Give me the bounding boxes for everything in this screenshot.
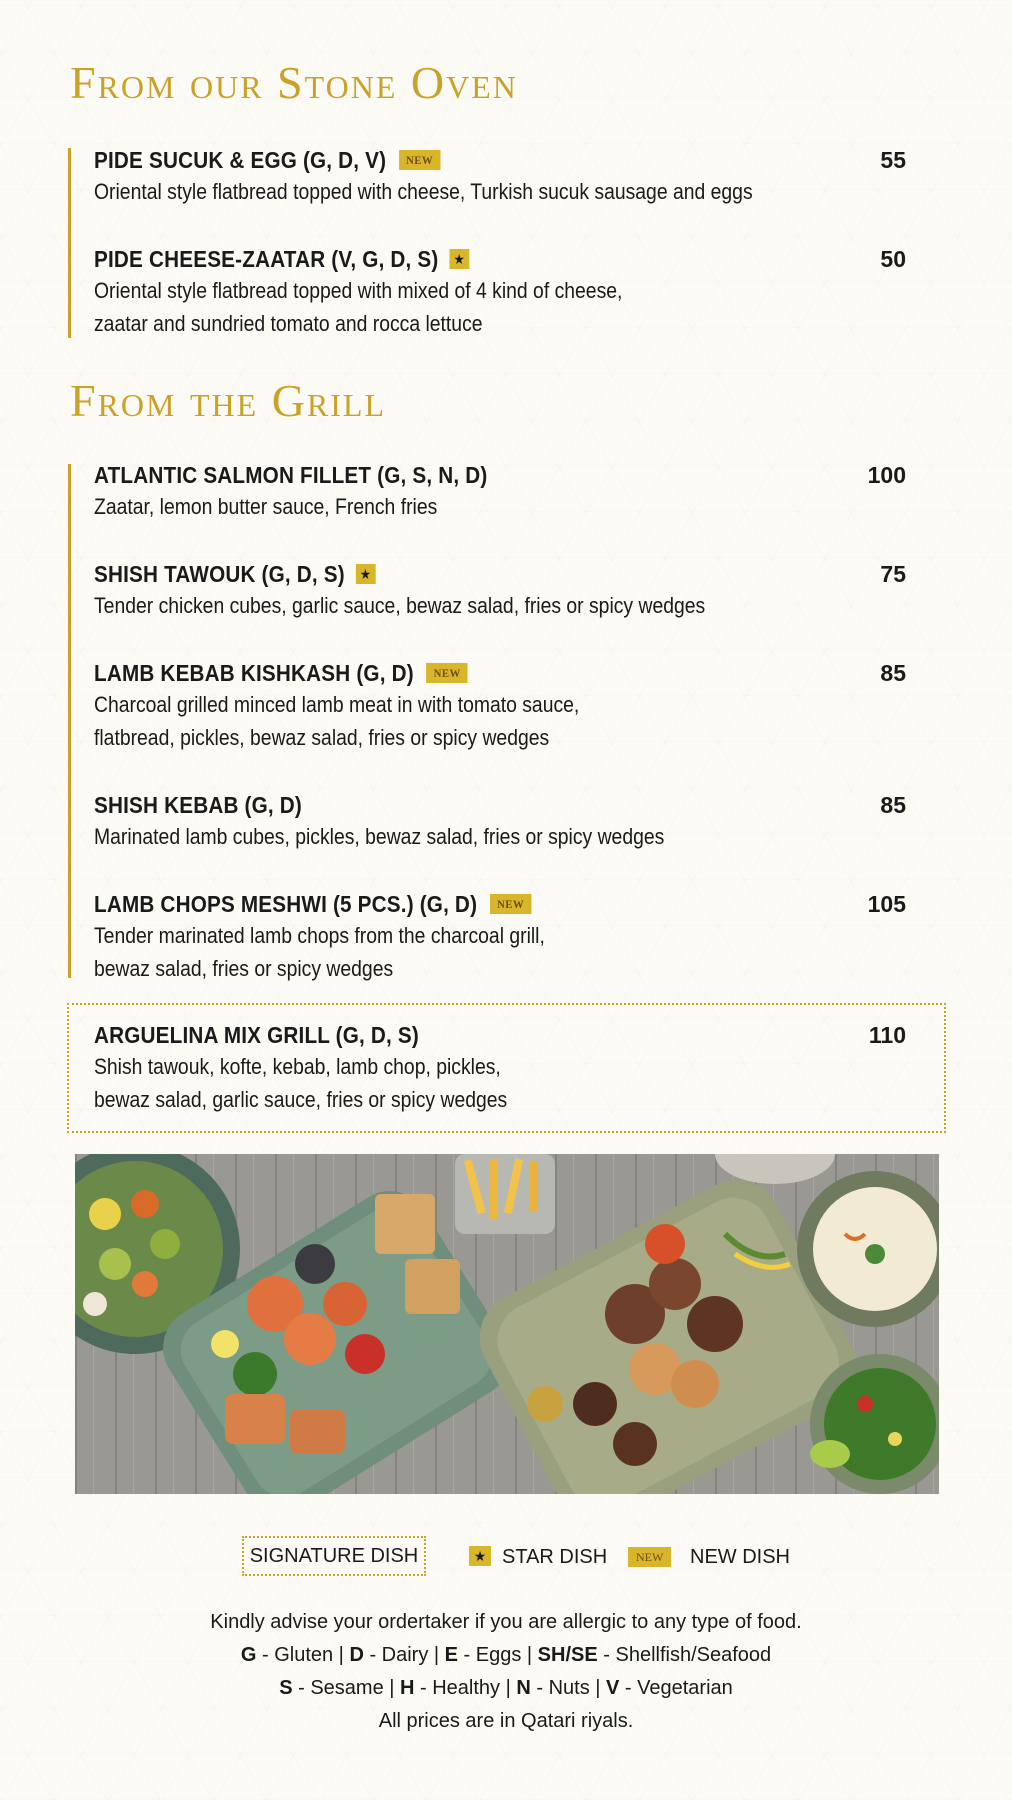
item-name: ATLANTIC SALMON FILLET (G, S, N, D) (94, 462, 488, 488)
new-badge: NEW (490, 894, 532, 914)
menu-item-atlantic-salmon (94, 460, 906, 523)
item-price: 100 (867, 462, 906, 488)
item-name: ARGUELINA MIX GRILL (G, D, S) (94, 1022, 419, 1048)
allergen-notes (0, 1606, 1012, 1738)
item-description: Oriental style flatbread topped with cheese, Turkish sucuk sausage and eggs (94, 179, 753, 204)
star-icon: ★ (469, 1546, 491, 1566)
allergy-advice: Kindly advise your ordertaker if you are allergic to any type of food. (210, 1611, 802, 1633)
food-photo-illustration (75, 1154, 939, 1494)
item-name: LAMB KEBAB KISHKASH (G, D) (94, 660, 414, 686)
menu-item-lamb-chops-meshwi (94, 889, 906, 985)
item-name: PIDE SUCUK & EGG (G, D, V) (94, 147, 387, 173)
item-price: 85 (880, 660, 906, 686)
menu-item-shish-tawouk (94, 559, 906, 622)
food-photo (75, 1154, 939, 1494)
item-name: PIDE CHEESE-ZAATAR (V, G, D, S) (94, 246, 439, 272)
allergen-key-line-1: G - Gluten | D - Dairy | E - Eggs | SH/SE - Shellfish/Seafood (240, 1644, 772, 1666)
item-description: bewaz salad, garlic sauce, fries or spicy wedges (94, 1087, 508, 1112)
item-description: Charcoal grilled minced lamb meat in with tomato sauce, (94, 692, 580, 717)
legend-signature-dish: SIGNATURE DISH (242, 1536, 426, 1576)
item-price: 85 (880, 792, 906, 818)
menu-item-pide-sucuk (94, 145, 906, 208)
item-description: bewaz salad, fries or spicy wedges (94, 956, 394, 981)
item-price: 55 (880, 147, 906, 173)
allergen-key-line-2: S - Sesame | H - Healthy | N - Nuts | V - Vegetarian (279, 1677, 733, 1699)
item-description: Oriental style flatbread topped with mixed of 4 kind of cheese, (94, 278, 623, 303)
item-description: Tender marinated lamb chops from the charcoal grill, (94, 923, 545, 948)
section-title-stone-oven: From our Stone Oven (70, 57, 518, 108)
new-badge: NEW (426, 663, 468, 683)
section-title-grill: From the Grill (70, 375, 387, 426)
menu-item-shish-kebab (94, 790, 906, 853)
item-name: SHISH KEBAB (G, D) (94, 792, 302, 818)
new-badge: NEW (628, 1547, 671, 1567)
legend (0, 1536, 1012, 1580)
item-description: Zaatar, lemon butter sauce, French fries (94, 494, 438, 519)
section-divider-stone-oven (68, 148, 71, 338)
item-description: flatbread, pickles, bewaz salad, fries or spicy wedges (94, 725, 550, 750)
item-description: Tender chicken cubes, garlic sauce, bewaz salad, fries or spicy wedges (94, 593, 706, 618)
item-price: 50 (880, 246, 906, 272)
item-description: zaatar and sundried tomato and rocca lettuce (94, 311, 483, 336)
item-price: 75 (880, 561, 906, 587)
legend-new-dish: NEW DISH (690, 1546, 790, 1568)
star-icon: ★ (356, 564, 376, 584)
menu-item-pide-cheese-zaatar (94, 244, 906, 340)
legend-star-dish: STAR DISH (502, 1546, 608, 1568)
menu-item-arguelina-mix-grill (94, 1020, 906, 1116)
section-divider-grill (68, 464, 71, 978)
menu-item-lamb-kebab-kishkash (94, 658, 906, 754)
item-price: 110 (868, 1022, 906, 1048)
new-badge: NEW (399, 150, 441, 170)
item-name: LAMB CHOPS MESHWI (5 PCS.) (G, D) (94, 891, 478, 917)
currency-note: All prices are in Qatari riyals. (378, 1710, 634, 1732)
item-price: 105 (867, 891, 906, 917)
item-description: Shish tawouk, kofte, kebab, lamb chop, pickles, (94, 1054, 501, 1079)
star-icon: ★ (449, 249, 469, 269)
item-description: Marinated lamb cubes, pickles, bewaz salad, fries or spicy wedges (94, 824, 665, 849)
item-name: SHISH TAWOUK (G, D, S) (94, 561, 345, 587)
